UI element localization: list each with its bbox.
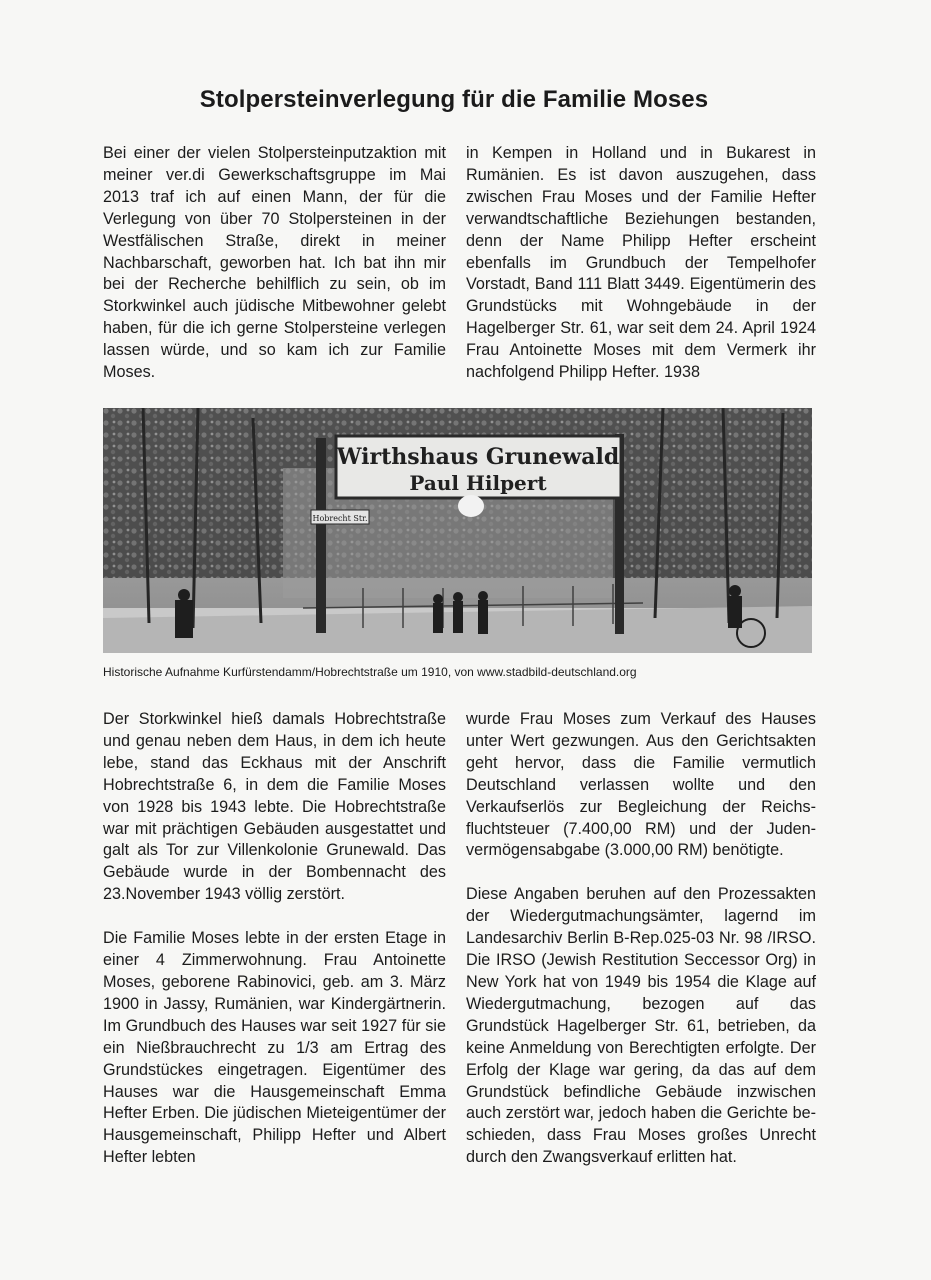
- historic-photo: [103, 408, 812, 653]
- intro-column-left: [103, 143, 446, 384]
- intro-paragraph: Bei einer der vielen Stolpersteinputzaktion mit meiner ver.di Gewerkschaftsgruppe im Mai 2013 traf ich auf einen Mann, der für die Verlegung von über 70 Stolpersteinen in der Westfälischen Straße, direkt in meiner Nachbarschaft, geworben hat. Ich bat ihn mir bei der Recherche behilflich zu sein, ob im Storkwinkel auch jüdische Mitbewohner gelebt haben, für die ich gerne Stolpersteine verlegen lassen würde, und so kam ich zur Familie Moses.: [103, 144, 446, 382]
- body-column-right: [466, 709, 816, 1169]
- page-title: Stolpersteinverlegung für die Familie Moses: [199, 86, 709, 113]
- body-paragraph: Die Familie Moses lebte in der ersten Etage in einer 4 Zimmerwohnung. Frau Antoinette Moses, geborene Rabinovici, geb. am 3. März 1900 in Jassy, Rumänien, war Kindergärtnerin. Im Grundbuch des Hauses war seit 1927 für sie ein Nießbrauchrecht zu 1/3 am Ertrag des Grundstückes eingetragen. Eigentümer des Hauses war die Hausgemeinschaft Emma Hefter Erben. Die jüdischen Mieteigentümer der Hausgemeinschaft, Philipp Hefter und Albert Hefter lebten: [103, 929, 446, 1167]
- intro-paragraph-continued: in Kempen in Holland und in Bukarest in Rumänien. Es ist davon auszugehen, dass zwischen Frau Moses und der Familie Hefter verwandtschaftliche Beziehungen bestanden, denn der Name Philipp Hefter erscheint ebenfalls im Grundbuch der Tempelhofer Vorstadt, Band 111 Blatt 3449. Eigentümerin des Grundstücks mit Wohngebäude in der Hagelberger Str. 61, war seit dem 24. April 1924 Frau Antoinette Moses mit dem Vermerk ihr nachfolgend Philipp Hefter. 1938: [466, 144, 816, 382]
- intro-column-right: [466, 143, 816, 384]
- tavern-sign-line1: Wirthshaus Grunewald: [336, 444, 620, 470]
- body-paragraph: Der Storkwinkel hieß damals Hobrechtstraße und genau neben dem Haus, in dem ich heute lebe, stand das Eckhaus mit der Anschrift Hobrechtstraße 6, in dem die Familie Moses von 1928 bis 1943 lebte. Die Hobrechtstraße war mit prächtigen Gebäuden ausgestattet und galt als Tor zur Villenkolonie Grunewald. Das Gebäude wurde in der Bombennacht des 23.November 1943 völlig zerstört.: [103, 710, 446, 904]
- body-column-left: [103, 709, 446, 1169]
- body-paragraph: Diese Angaben beruhen auf den Prozessakten der Wiedergutmachungsämter, lagernd im Landesarchiv Berlin B-Rep.025-03 Nr. 98 /IRSO. Die IRSO (Jewish Restitution Seccessor Org) in New York hat von 1949 bis 1954 die Klage auf Wiedergutmachung, bezogen auf das Grundstück Hagelberger Str. 61, betrieben, da keine Anmeldung von Berechtigten erfolgte. Der Erfolg der Klage war gering, da das auf dem Grundstück befindliche Gebäude inzwischen auch zerstört war, jedoch haben die Gerichte beschieden, dass Frau Moses großes Unrecht durch den Zwangsverkauf erlitten hat.: [466, 885, 816, 1167]
- street-sign: Hobrecht Str.: [312, 514, 368, 523]
- tavern-sign-line2: Paul Hilpert: [409, 471, 547, 495]
- body-paragraph: wurde Frau Moses zum Verkauf des Hauses unter Wert gezwungen. Aus den Gerichtsakten geht hervor, dass die Familie vermutlich Deutschland verlassen wollte und den Verkaufserlös zur Begleichung der Reichsfluchtsteuer (7.400,00 RM) und der Judenvermögensabgabe (3.000,00 RM) benötigte.: [466, 710, 816, 860]
- photo-caption: Historische Aufnahme Kurfürstendamm/Hobrechtstraße um 1910, von www.stadbild-deutschland.org: [103, 665, 637, 679]
